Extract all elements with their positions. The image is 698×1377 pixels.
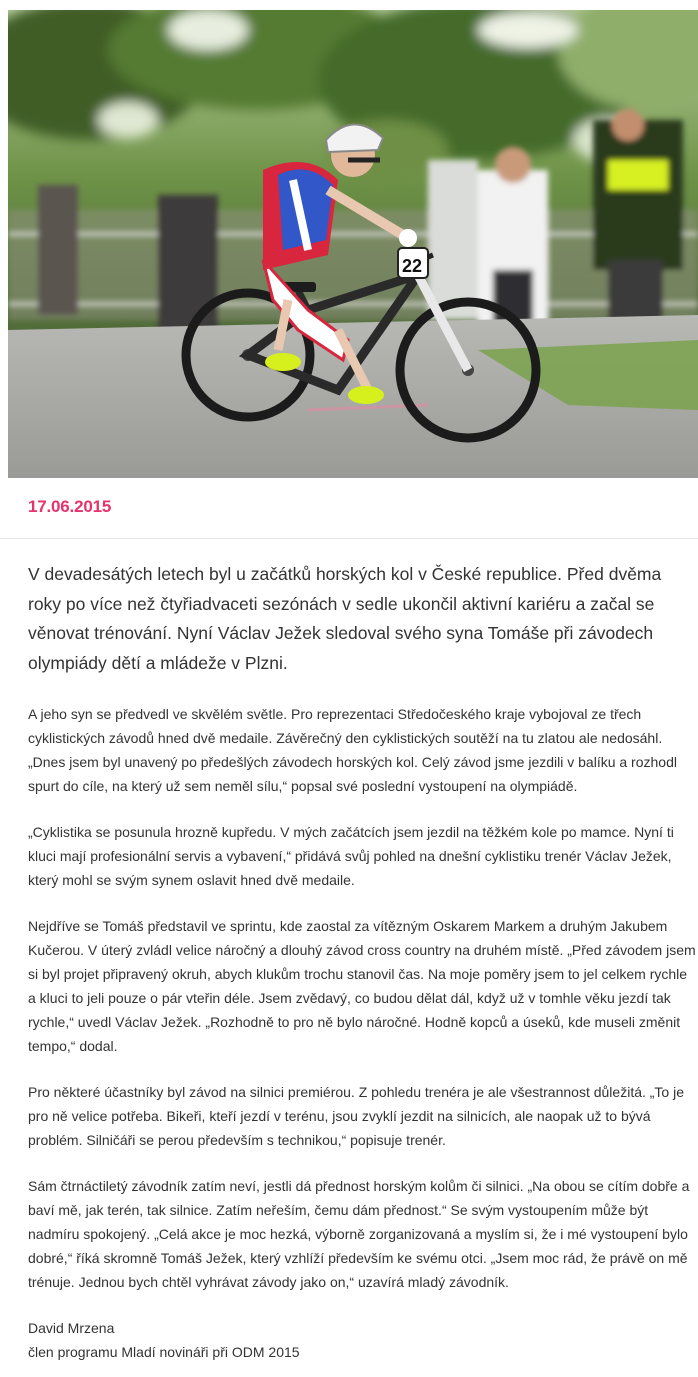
cyclist-photo bbox=[8, 10, 698, 478]
article-hero-image bbox=[8, 10, 698, 478]
author-role: člen programu Mladí novináři při ODM 2015 bbox=[28, 1344, 300, 1360]
article-lead: V devadesátých letech byl u začátků horských kol v České republice. Před dvěma roky po více než čtyřiadvaceti sezónách v sedle ukončil aktivní kariéru a začal se věnovat trénování. Nyní Václav Ježek sledoval svého syna Tomáše při závodech olympiády dětí a mládeže v Plzni. bbox=[28, 564, 662, 673]
date-divider bbox=[0, 538, 698, 539]
article-paragraph: Pro některé účastníky byl závod na silnici premiérou. Z pohledu trenéra je ale všestrannost důležitá. „To je pro ně velice potřeba. Bikeři, kteří jezdí v terénu, jsou zvyklí jezdit na silnicích, ale naopak už to bývá problém. Silničáři se perou především s technikou,“ popisuje trenér. bbox=[28, 1084, 685, 1148]
bike-number-plate: 22 bbox=[402, 256, 423, 276]
article-date: 17.06.2015 bbox=[28, 497, 112, 516]
article-paragraph: A jeho syn se předvedl ve skvělém světle. Pro reprezentaci Středočeského kraje vybojoval ze třech cyklistických závodů hned dvě medaile. Závěrečný den cyklistických soutěží na tu zlatou ale nedosáhl. „Dnes jsem byl unavený po předešlých závodech horských kol. Celý závod jsme jezdili v balíku a rozhodl spurt do cíle, na který už sem neměl sílu,“ popsal své poslední vystoupení na olympiádě. bbox=[28, 706, 677, 794]
author-name: David Mrzena bbox=[28, 1320, 115, 1336]
article-paragraph: Sám čtrnáctiletý závodník zatím neví, jestli dá přednost horským kolům či silnici. „Na obou se cítím dobře a baví mě, jak terén, tak silnice. Zatím neřeším, čemu dám přednost.“ Se svým vystoupením může být nadmíru spokojený. „Celá akce je moc hezká, výborně zorganizovaná a myslím si, že i mé vystoupení bylo dobré,“ říká skromně Tomáš Ježek, který vzhlíží především ke svému otci. „Jsem moc rád, že právě on mě trénuje. Jednou bych chtěl vyhrávat závody jako on,“ uzavírá mladý závodník. bbox=[28, 1178, 690, 1290]
author-signature bbox=[28, 1316, 698, 1364]
article-body bbox=[28, 702, 698, 1364]
article-paragraph: Nejdříve se Tomáš představil ve sprintu, kde zaostal za vítězným Oskarem Markem a druhým Jakubem Kučerou. V úterý zvládl velice náročný a dlouhý závod cross country na druhém místě. „Před závodem jsem si byl projet připravený okruh, abych klukům trochu stanovil čas. Na moje poměry jsem to jel celkem rychle a kluci to jeli pouze o pár vteřin déle. Jsem zvědavý, co budou dělat dál, když už v tomhle věku jezdí tak rychle,“ uvedl Václav Ježek. „Rozhodně to pro ně bylo náročné. Hodně kopců a úseků, kde museli změnit tempo,“ dodal. bbox=[28, 918, 696, 1054]
article-paragraph: „Cyklistika se posunula hrozně kupředu. V mých začátcích jsem jezdil na těžkém kole po mamce. Nyní ti kluci mají profesionální servis a vybavení,“ přidává svůj pohled na dnešní cyklistiku trenér Václav Ježek, který mohl se svým synem oslavit hned dvě medaile. bbox=[28, 824, 674, 888]
